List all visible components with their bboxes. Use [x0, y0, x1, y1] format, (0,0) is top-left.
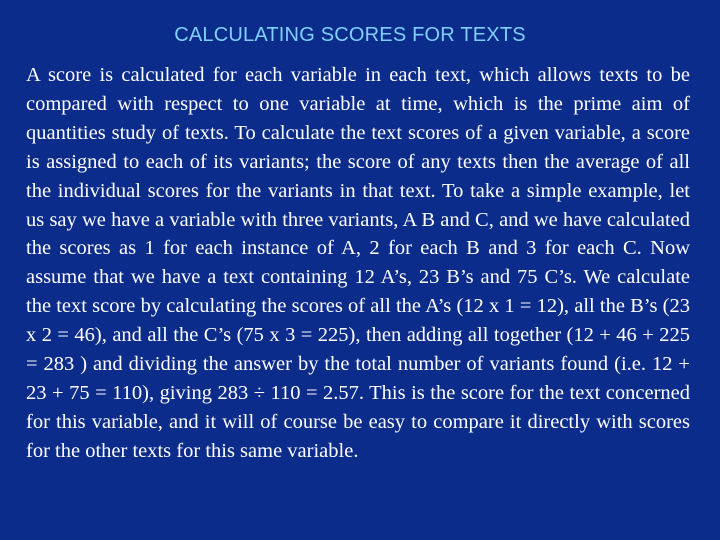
slide-body-paragraph: A score is calculated for each variable in each text, which allows texts to be compared with respect to one variable at time, which is the prime aim of quantities study of texts. To calculate the text scores of a given variable, a score is assigned to each of its variants; the score of any texts then the average of all the individual scores for the variants in that text. To take a simple example, let us say we have a variable with three variants, A B and C, and we have calculated the scores as 1 for each instance of A, 2 for each B and 3 for each C. Now assume that we have a text containing 12 A’s, 23 B’s and 75 C’s. We calculate the text score by calculating the scores of all the A’s (12 x 1 = 12), all the B’s (23 x 2 = 46), and all the C’s (75 x 3 = 225), then adding all together (12 + 46 + 225 = 283 ) and dividing the answer by the total number of variants found (i.e. 12 + 23 + 75 = 110), giving 283 ÷ 110 = 2.57. This is the score for the text concerned for this variable, and it will of course be easy to compare it directly with scores for the other texts for this same variable. — [26, 64, 690, 462]
slide-title: CALCULATING SCORES FOR TEXTS — [174, 24, 526, 46]
